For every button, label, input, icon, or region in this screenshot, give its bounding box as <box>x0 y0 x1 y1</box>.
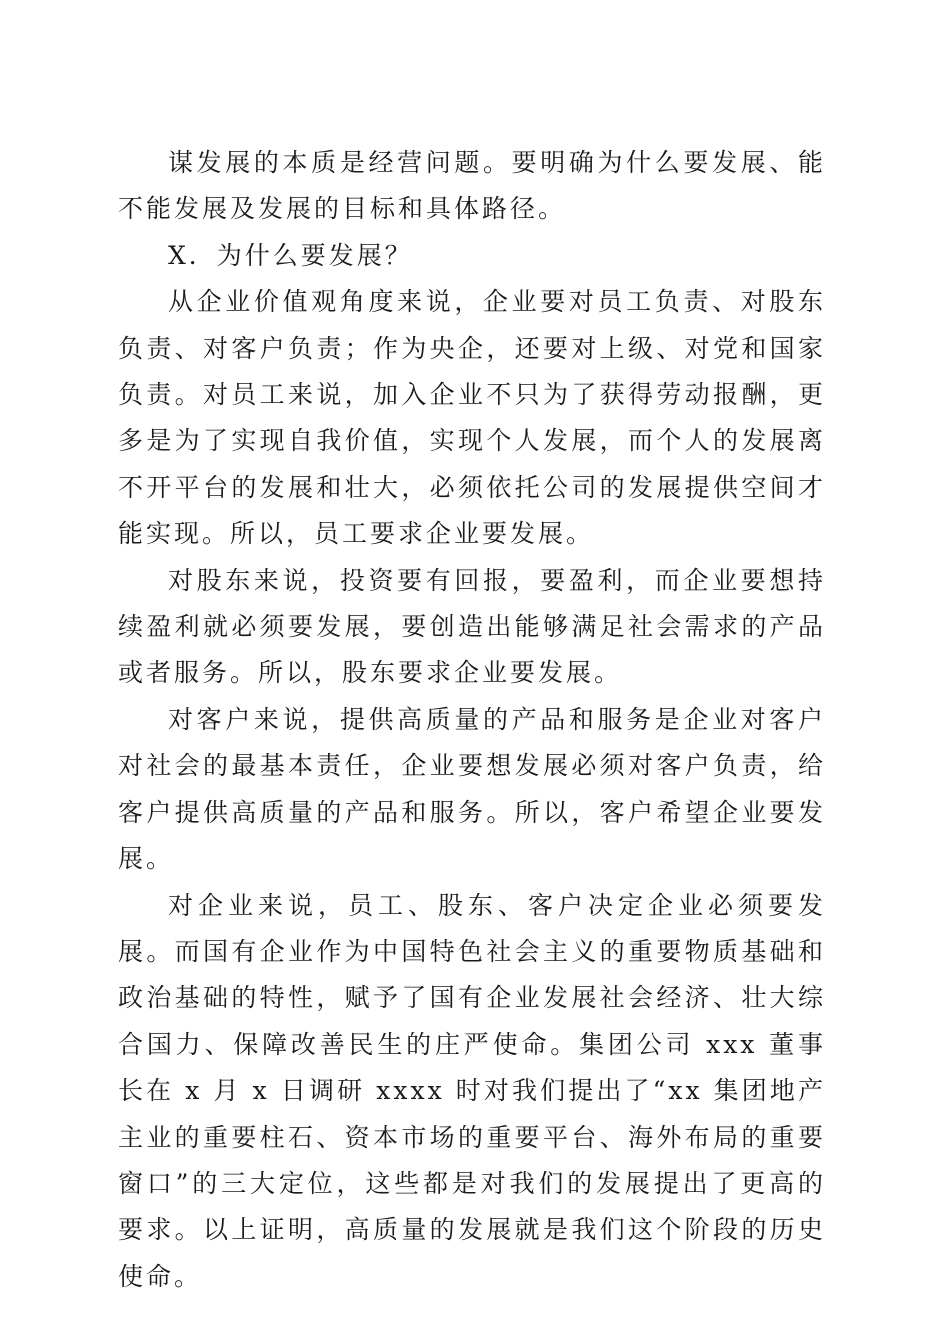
section-heading-why-develop: X．为什么要发展？ <box>168 240 413 270</box>
paragraph-essence: 谋发展的本质是经营问题。要明确为什么要发展、能不能发展及发展的目标和具体路径。 <box>118 148 826 224</box>
paragraph-enterprise-mission: 对企业来说，员工、股东、客户决定企业必须要发展。而国有企业作为中国特色社会主义的重要物质基础和政治基础的特性，赋予了国有企业发展社会经济、壮大综合国力、保障改善民生的庄严使命。集团公司 xxx 董事长在 x 月 x 日调研 xxxx 时对我们提出了“xx 集团地产主业的重要柱石、资本市场的重要平台、海外布局的重要窗口”的三大定位，这些都是对我们的发展提出了更高的要求。以上证明，高质量的发展就是我们这个阶段的历史使命。 <box>118 890 826 1291</box>
paragraph-shareholders: 对股东来说，投资要有回报，要盈利，而企业要想持续盈利就必须要发展，要创造出能够满足社会需求的产品或者服务。所以，股东要求企业要发展。 <box>118 565 826 688</box>
document-body <box>118 140 826 1300</box>
paragraph-values-employees: 从企业价值观角度来说，企业要对员工负责、对股东负责、对客户负责；作为央企，还要对上级、对党和国家负责。对员工来说，加入企业不只为了获得劳动报酬，更多是为了实现自我价值，实现个人发展，而个人的发展离不开平台的发展和壮大，必须依托公司的发展提供空间才能实现。所以，员工要求企业要发展。 <box>118 287 826 549</box>
paragraph-customers: 对客户来说，提供高质量的产品和服务是企业对客户对社会的最基本责任，企业要想发展必须对客户负责，给客户提供高质量的产品和服务。所以，客户希望企业要发展。 <box>118 704 826 874</box>
